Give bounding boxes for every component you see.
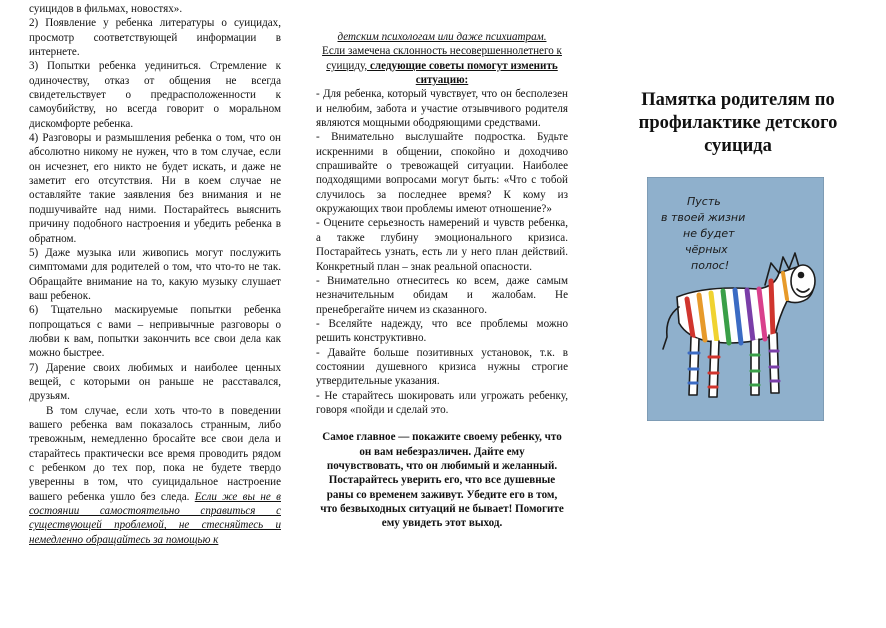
tip-item: - Внимательно выслушайте подростка. Будьте искренними в общении, спокойно и доходчиво спрашивайте о тревожащей ситуации. Наиболее подходящими вопросами могут быть: «Что с тобой случилось за последнее время? К кому из окружающих твои проблемы имеют отношение?» bbox=[316, 131, 568, 216]
caption-line: в твоей жизни bbox=[661, 211, 746, 224]
paragraph: 7) Дарение своих любимых и наиболее ценных вещей, с которыми он раньше не расставался, друзьям. bbox=[29, 361, 281, 403]
advice-italic-text: Если же вы не в состоянии самостоятельно справиться с существующей проблемой, не стесняйтесь и немедленно обращайтесь за помощью к bbox=[29, 490, 281, 546]
paragraph-with-advice bbox=[29, 404, 281, 547]
tip-item: - Внимательно отнеситесь ко всем, даже самым незначительным обидам и жалобам. Не пренебрегайте ничем из сказанного. bbox=[316, 274, 568, 316]
caption-line: полос! bbox=[691, 259, 730, 272]
brochure-title: Памятка родителям по профилактике детского суицида bbox=[638, 90, 838, 156]
tip-item: - Оцените серьезность намерений и чувств ребенка, а также глубину эмоционального кризиса. Постарайтесь узнать, есть ли у него план действий. Конкретный план – знак реальной опасности. bbox=[316, 217, 568, 273]
middle-column bbox=[316, 0, 568, 531]
paragraph: суицидов в фильмах, новостях». bbox=[29, 3, 183, 15]
tip-item: - Не старайтесь шокировать или угрожать ребенку, говоря «пойди и сделай это. bbox=[316, 389, 568, 416]
left-column bbox=[29, 0, 281, 547]
paragraph: 2) Появление у ребенка литературы о суицидах, просмотр соответствующей информации в интернете. bbox=[29, 17, 281, 59]
conclusion: Самое главное — покажите своему ребенку, что он вам небезразличен. Дайте ему почувствовать, что он любимый и желанный. Постарайтесь уверить его, что все душевные раны со временем заживут. Убедите его в том, что безвыходных ситуаций не бывает! Помогите ему увидеть этот выход. bbox=[320, 431, 564, 530]
tip-item: - Для ребенка, который чувствует, что он бесполезен и нелюбим, забота и участие отзывчивого родителя являются мощными ободряющими средствами. bbox=[316, 88, 568, 130]
paragraph: 5) Даже музыка или живопись могут послужить симптомами для родителей о том, что что-то не так. Обращайте внимание на то, какую музыку слушает ваш ребенок. bbox=[29, 246, 281, 302]
advice-text: В том случае, если хоть что-то в поведении вашего ребенка вам показалось странным, либо тревожным, немедленно бросайте все свои дела и старайтесь практически все время проводить рядом с ребенком до тех пор, пока не будете твердо уверенны в том, что суицидальное настроение вашего ребенка ушло без следа. bbox=[29, 404, 281, 503]
paragraph: 3) Попытки ребенка уединиться. Стремление к одиночеству, отказ от общения не всегда свидетельствует о предрасположенности к самоубийству, но всегда говорит о моральном дискомфорте ребенка. bbox=[29, 60, 281, 130]
zebra-illustration bbox=[647, 177, 824, 421]
tip-item: - Давайте больше позитивных установок, т.к. в состоянии душевного кризиса нужны строгие утвердительные указания. bbox=[316, 346, 568, 388]
tip-item: - Вселяйте надежду, что все проблемы можно решить конструктивно. bbox=[316, 317, 568, 345]
caption-line: не будет bbox=[683, 227, 735, 240]
continuation-text: детским психологам или даже психиатрам. bbox=[337, 31, 547, 43]
paragraph: 6) Тщательно маскируемые попытки ребенка попрощаться с вами – непривычные разговоры о любви к вам, попытки закончить все свои дела как можно быстрее. bbox=[29, 304, 281, 360]
paragraph: 4) Разговоры и размышления ребенка о том, что он абсолютно никому не нужен, что в том случае, если он исчезнет, его никто не будет искать, и даже не заметит его отсутствия. Ни в коем случае не оставляйте такие заявления без внимания и не подшучивайте над ними. Постарайтесь выяснить причину подобного настроения и убедить ребенка в обратном. bbox=[29, 132, 281, 245]
caption-line: чёрных bbox=[685, 243, 728, 256]
tips-heading: Если замечена склонность несовершеннолетнего к суициду, следующие советы помогут изменить ситуацию: bbox=[322, 45, 562, 87]
zebra-eye bbox=[799, 273, 804, 278]
caption-line: Пусть bbox=[687, 195, 721, 208]
